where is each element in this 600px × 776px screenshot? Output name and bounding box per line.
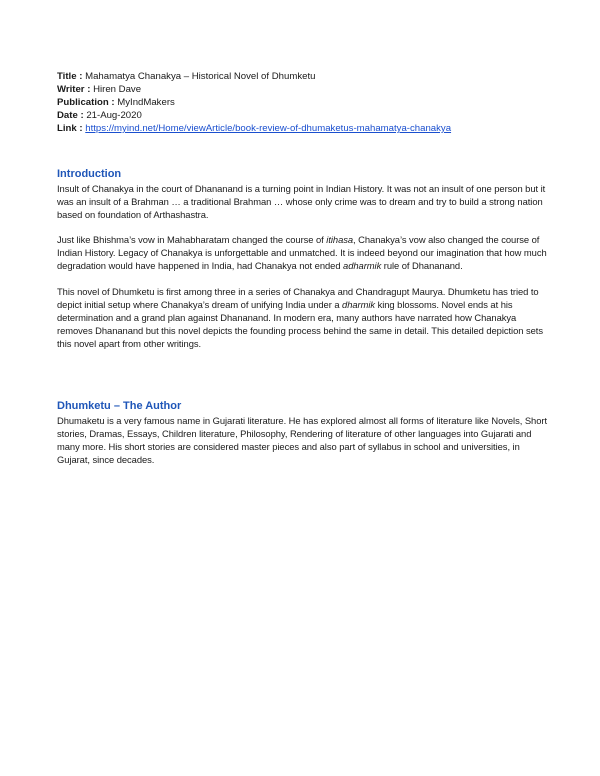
introduction-paragraph-3-part-b: king blossoms. Novel ends at his determination and a grand plan against Dhananand. In modern era, many authors have narrated how Chanakya removes Dhananand but this novel depicts the founding process behind the same in detail. This detailed depiction sets this novel apart from other writings. — [57, 298, 543, 349]
introduction-paragraph-1: Insult of Chanakya in the court of Dhananand is a turning point in Indian History. It was not an insult of one person but it was an insult of a Brahman … a traditional Brahman … whose only crime was to dream and try to build a strong nation based on foundation of Arthashastra. — [57, 183, 546, 221]
term-dharmik: dharmik — [342, 298, 376, 310]
meta-date — [57, 109, 547, 122]
author-heading: Dhumketu – The Author — [57, 400, 182, 412]
author-paragraph-1: Dhumaketu is a very famous name in Gujarati literature. He has explored almost all forms of literature like Novels, Short stories, Dramas, Essays, Children literature, Philosophy, Rendering of literature of other languages into Gujarati and many more. His short stories are considered master pieces and also part of syllabus in school and universities, in Gujarat, since decades. — [57, 415, 547, 466]
term-itihasa: itihasa — [326, 234, 354, 246]
introduction-heading: Introduction — [57, 168, 122, 180]
introduction-paragraph-2-part-a: Just like Bhishma’s vow in Mahabharatam changed the course of — [57, 234, 327, 246]
meta-date-label: Date : — [57, 110, 84, 121]
meta-title-value: Mahamatya Chanakya – Historical Novel of Dhumketu — [85, 71, 316, 82]
term-adharmik: adharmik — [343, 260, 382, 272]
introduction-paragraph-2-part-c: rule of Dhananand. — [381, 260, 463, 272]
introduction-paragraph-2-part-b: , Chanakya’s vow also changed the course of Indian History. Legacy of Chanakya is unforgettable and unmatched. It is indeed beyond our imagination that how much degradation would have happened in India, had Chanakya not ended — [57, 234, 547, 272]
meta-writer — [57, 83, 547, 96]
author-section — [57, 399, 547, 478]
introduction-section — [57, 167, 547, 362]
meta-publication — [57, 96, 547, 109]
meta-link-label: Link : — [57, 123, 83, 134]
meta-date-value: 21-Aug-2020 — [86, 110, 142, 121]
meta-publication-value: MyIndMakers — [117, 97, 175, 108]
meta-writer-label: Writer : — [57, 84, 91, 95]
introduction-paragraph-3 — [57, 285, 547, 350]
meta-link — [57, 122, 547, 135]
introduction-paragraph-2 — [57, 233, 547, 272]
article-link[interactable]: https://myind.net/Home/viewArticle/book-review-of-dhumaketus-mahamatya-chanakya — [85, 123, 452, 134]
meta-title-label: Title : — [57, 71, 83, 82]
meta-writer-value: Hiren Dave — [93, 84, 142, 95]
meta-title — [57, 70, 547, 83]
introduction-paragraph-3-part-a: This novel of Dhumketu is first among three in a series of Chanakya and Chandragupt Maurya. Dhumketu has tried to depict initial setup where Chanakya’s dream of unifying India under a — [57, 285, 539, 310]
meta-publication-label: Publication : — [57, 97, 115, 108]
article-metadata — [57, 70, 547, 135]
